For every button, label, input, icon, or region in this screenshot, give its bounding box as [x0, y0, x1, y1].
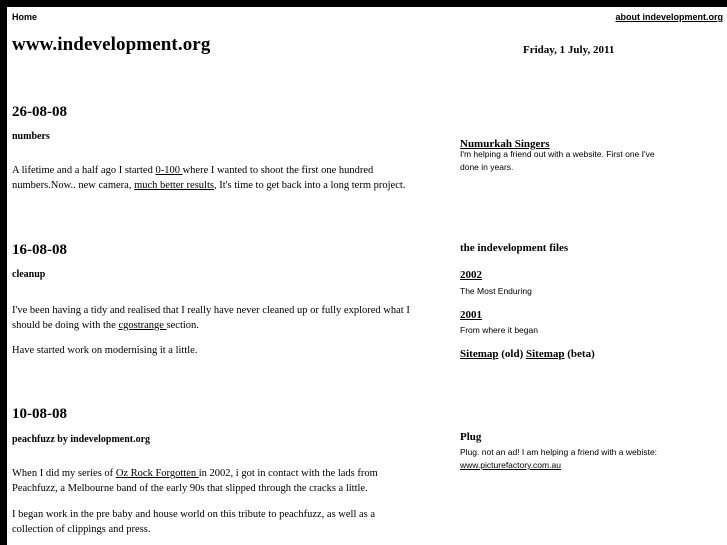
post-body: I began work in the pre baby and house world on this tribute to peachfuzz, as well as a collection of clippings and press. — [12, 509, 376, 535]
post — [12, 104, 412, 191]
numurkah-block — [460, 134, 675, 172]
post-text: in 2002, i got in contact with the lads from Peachfuzz, a Melbourne band of the early 90s that slipped through the cracks a little. — [12, 468, 378, 494]
post-body — [12, 303, 412, 333]
home-link[interactable]: Home — [12, 12, 38, 22]
post-body — [12, 466, 412, 496]
year-2002-link[interactable]: 2002 — [460, 269, 482, 281]
numurkah-text: I'm helping a friend out with a website. First one I've done in years. — [460, 149, 655, 172]
post-text: section. — [166, 320, 199, 331]
post — [12, 242, 412, 356]
picturefactory-link[interactable]: www.picturefactory.com.au — [460, 460, 561, 470]
plug-text-content: Plug. not an ad! I am helping a friend with a webiste: — [460, 447, 658, 457]
post-text: , It's time to get back into a long term project. — [213, 180, 406, 191]
post-date: 26-08-08 — [12, 104, 67, 120]
post-body — [12, 163, 412, 193]
post — [12, 406, 412, 535]
about-link[interactable]: about indevelopment.org — [615, 12, 723, 22]
post-text: where I wanted to shoot the first one hundred numbers.Now.. new camera, — [12, 165, 374, 191]
sitemap-line — [460, 348, 595, 360]
post-title: cleanup — [12, 269, 46, 280]
plug-heading: Plug — [460, 431, 482, 443]
post-text: A lifetime and a half ago I started — [12, 165, 156, 176]
year-2002-desc: The Most Enduring — [460, 286, 532, 296]
better-results-link[interactable]: much better results — [134, 180, 214, 191]
sitemap-text: (beta) — [564, 348, 595, 360]
sitemap-old-link[interactable]: Sitemap — [460, 348, 499, 360]
post-text: I've been having a tidy and realised that I really have never cleaned up or fully explored what I should be doing with the — [12, 305, 410, 331]
post-date: 10-08-08 — [12, 406, 67, 422]
cgostrange-link[interactable]: cgostrange — [118, 320, 167, 331]
post-text: When I did my series of — [12, 468, 116, 479]
post-body: Have started work on modernising it a little. — [12, 345, 198, 356]
oz-rock-forgotten-link[interactable]: Oz Rock Forgotten — [115, 468, 199, 479]
year-2001-link[interactable]: 2001 — [460, 309, 482, 321]
sitemap-text: (old) — [498, 348, 526, 360]
files-block — [460, 242, 675, 360]
numurkah-link[interactable]: Numurkah Singers — [460, 138, 550, 150]
page — [7, 7, 727, 545]
post-date: 16-08-08 — [12, 242, 67, 258]
sitemap-beta-link[interactable]: Sitemap — [526, 348, 565, 360]
post-title: peachfuzz by indevelopment.org — [12, 434, 151, 445]
post-title: numbers — [12, 131, 50, 142]
plug-block — [460, 431, 675, 470]
plug-text — [460, 446, 660, 472]
zero-100-link[interactable]: 0-100 — [155, 165, 183, 176]
files-heading: the indevelopment files — [460, 242, 569, 254]
site-title: www.indevelopment.org — [12, 34, 211, 55]
year-2001-desc: From where it began — [460, 325, 538, 335]
current-date: Friday, 1 July, 2011 — [523, 44, 615, 56]
